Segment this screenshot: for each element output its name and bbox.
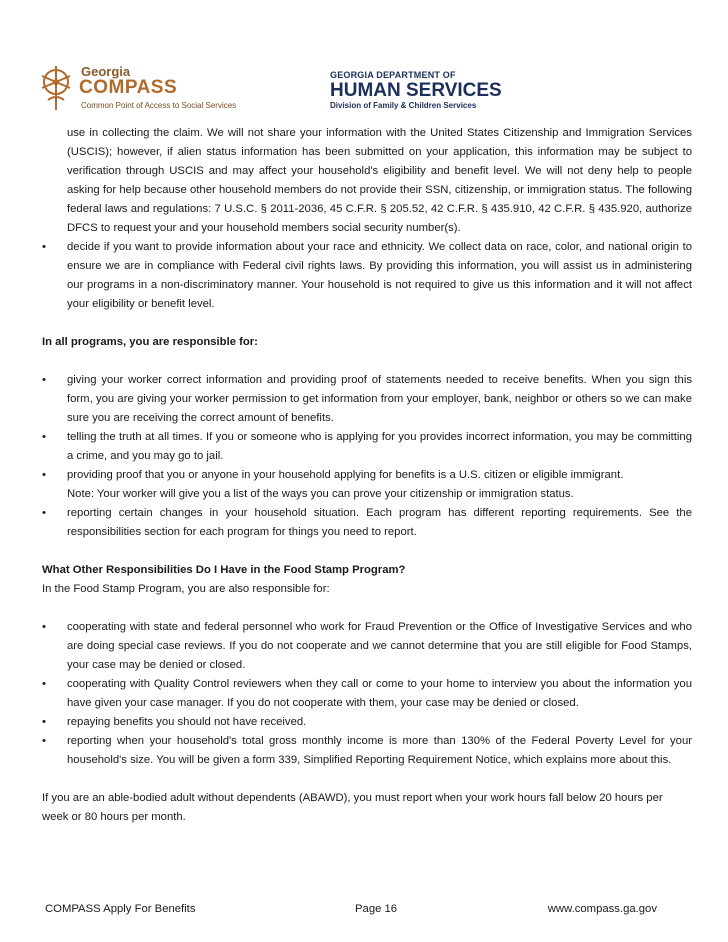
all-programs-heading: In all programs, you are responsible for: [42, 336, 258, 348]
proof-note: Note: Your worker will give you a list of the ways you can prove your citizenship or immigration status. [67, 488, 574, 500]
page-footer [45, 903, 657, 919]
dhs-logo-line2: HUMAN SERVICES [330, 80, 502, 101]
document-body [42, 124, 692, 827]
all-programs-list [42, 371, 692, 542]
race-bullet-list [42, 238, 692, 314]
list-item [42, 466, 692, 504]
list-item: • telling the truth at all times. If you or someone who is applying for you provides incorrect information, you may be committing a crime, and you may go to jail. [42, 428, 692, 466]
dhs-logo [330, 70, 502, 110]
list-item: • cooperating with Quality Control reviewers when they call or come to your home to interview you about the information you have given your case manager. If you do not cooperate with them, your case may be denied or closed. [42, 675, 692, 713]
dhs-logo-line3: Division of Family & Children Services [330, 101, 477, 110]
list-item: • reporting when your household's total gross monthly income is more than 130% of the Federal Poverty Level for your household's size. You will be given a form 339, Simplified Reporting Requirement Notice, which explains more about this. [42, 732, 692, 770]
continuation-paragraph: use in collecting the claim. We will not share your information with the United States Citizenship and Immigration Services (USCIS); however, if alien status information has been submitted on your application, this information may be subject to verification through USCIS and may affect your household's eligibility and benefit level. We will not deny help to people asking for help because other household members do not provide their SSN, citizenship, or immigration status. The following federal laws and regulations: 7 U.S.C. § 2011-2036, 45 C.F.R. § 205.52, 42 C.F.R. § 435.910, 42 C.F.R. § 435.920, authorize DFCS to request your and your household members social security number(s). [67, 127, 692, 234]
food-stamp-heading: What Other Responsibilities Do I Have in the Food Stamp Program? [42, 564, 406, 576]
list-item: • giving your worker correct information and providing proof of statements needed to receive benefits. When you sign this form, you are giving your worker permission to get information from your employer, bank, neighbor or others so we can make sure you are receiving the correct amount of benefits. [42, 371, 692, 428]
logo-georgia-text: Georgia [81, 64, 131, 79]
dhs-logo-line1: GEORGIA DEPARTMENT OF [330, 70, 456, 80]
abawd-paragraph: If you are an able-bodied adult without dependents (ABAWD), you must report when your work hours fall below 20 hours per week or 80 hours per month. [42, 792, 663, 823]
food-stamp-intro: In the Food Stamp Program, you are also responsible for: [42, 583, 330, 595]
race-ethnicity-bullet: • decide if you want to provide information about your race and ethnicity. We collect data on race, color, and national origin to ensure we are in compliance with Federal civil rights laws. By providing this information, you will assist us in administering our programs in a non-discriminatory manner. Your household is not required to give us this information and it will not affect your eligibility or benefit level. [42, 238, 692, 314]
georgia-compass-logo [40, 60, 237, 116]
compass-seal-icon [40, 64, 76, 112]
list-item: • cooperating with state and federal personnel who work for Fraud Prevention or the Office of Investigative Services and who are doing special case reviews. If you do not cooperate and we cannot determine that you are still eligible for Food Stamps, your case may be denied or closed. [42, 618, 692, 675]
logo-compass-text: COMPASS [79, 77, 178, 98]
list-item: • repaying benefits you should not have received. [42, 713, 692, 732]
proof-bullet-text: providing proof that you or anyone in your household applying for benefits is a U.S. citizen or eligible immigrant. [67, 469, 624, 481]
logo-tagline: Common Point of Access to Social Services [81, 101, 237, 110]
page-header [0, 0, 728, 125]
list-item: • reporting certain changes in your household situation. Each program has different reporting requirements. See the responsibilities section for each program for things you need to report. [42, 504, 692, 542]
footer-title: COMPASS Apply For Benefits [45, 903, 196, 915]
footer-page-number: Page 16 [355, 903, 398, 915]
food-stamp-list [42, 618, 692, 770]
footer-website: www.compass.ga.gov [547, 903, 657, 915]
